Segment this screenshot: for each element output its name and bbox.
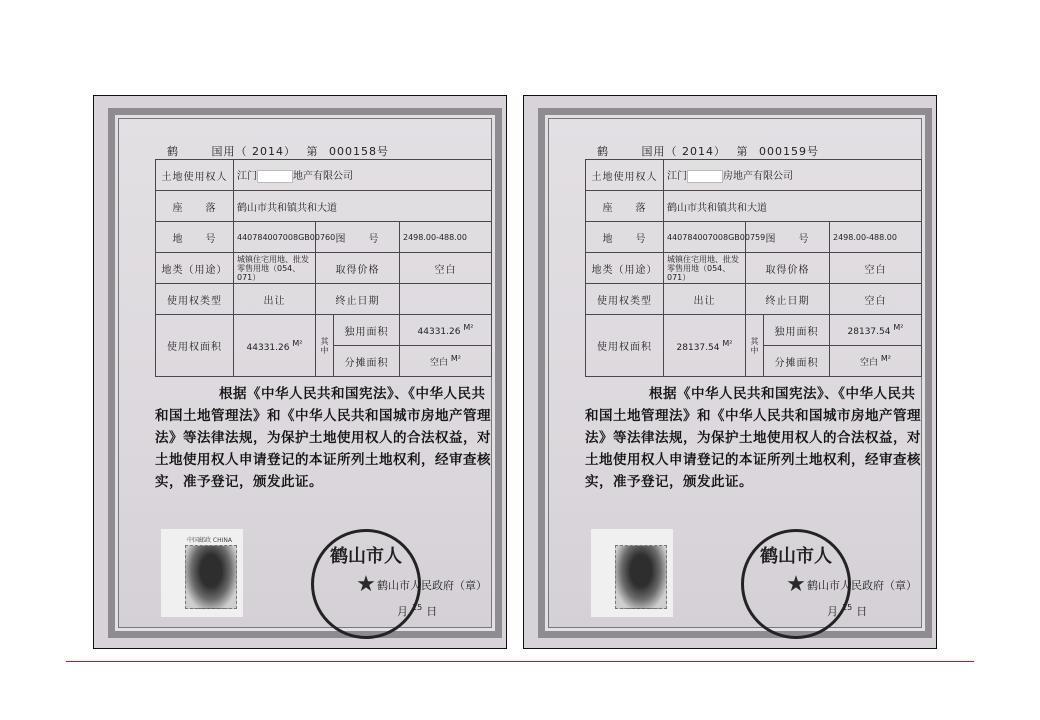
header-prov: 国用（ (641, 145, 678, 158)
stamp-label: 中国邮政 CHINA (187, 537, 232, 544)
issue-date: 月 $^{15}$ 日 (827, 603, 868, 618)
rights-label: 使用权类型 (156, 284, 234, 315)
certificate-body-text: 根据《中华人民共和国宪法》、《中华人民共和国土地管理法》和《中华人民共和国城市房地产管理法》等法律法规，为保护土地使用权人的合法权益，对土地使用权人申请登记的本证所列土地权利，经审查核实，准予登记，颁发此证。 (155, 386, 491, 490)
table-row (156, 222, 492, 253)
area-value-cell: 28137.54 M² (664, 315, 746, 377)
table-row (156, 253, 492, 284)
header-number: 000159号 (759, 145, 819, 158)
seal-text: 鹤山市人 (330, 546, 402, 567)
location-value: 鹤山市共和镇共和大道 (664, 191, 922, 222)
map-label: 图 号 (316, 222, 400, 253)
among-label: 其中 (316, 315, 334, 377)
shared-value-cell: 空白 M² (400, 346, 492, 377)
certificate-header (597, 143, 819, 159)
postage-stamp (161, 529, 243, 617)
location-label: 座 落 (156, 191, 234, 222)
certificate-paper (108, 108, 502, 638)
exclusive-value-cell: 28137.54 M² (830, 315, 922, 346)
table-row (586, 253, 922, 284)
header-prov: 国用（ (211, 145, 248, 158)
area-label: 使用权面积 (586, 315, 664, 377)
parcel-label: 地 号 (156, 222, 234, 253)
end-value: 空白 (830, 284, 922, 315)
redaction-box (257, 170, 293, 183)
among-label: 其中 (746, 315, 764, 377)
stamp-image-icon (185, 545, 237, 609)
owner-value: 江门 地产有限公司 (234, 160, 492, 191)
end-value (400, 284, 492, 315)
certificate-paper (538, 108, 932, 638)
table-row (156, 160, 492, 191)
header-region: 鹤 (597, 145, 609, 158)
price-label: 取得价格 (316, 253, 400, 284)
exclusive-label: 独用面积 (334, 315, 400, 346)
type-value: 城镇住宅用地、批发零售用地（054、071） (664, 253, 746, 284)
header-no-label: 第 (736, 145, 749, 158)
price-value: 空白 (830, 253, 922, 284)
certificate-scan-left (93, 95, 507, 649)
type-label: 地类（用途） (156, 253, 234, 284)
header-year: 2014） (682, 145, 726, 158)
map-value: 2498.00-488.00 (400, 222, 492, 253)
parcel-label: 地 号 (586, 222, 664, 253)
area-value-cell: 44331.26 M² (234, 315, 316, 377)
exclusive-label: 独用面积 (764, 315, 830, 346)
table-row (156, 315, 492, 346)
rights-label: 使用权类型 (586, 284, 664, 315)
end-label: 终止日期 (746, 284, 830, 315)
shared-label: 分摊面积 (764, 346, 830, 377)
table-row (586, 222, 922, 253)
issuing-government: 鹤山市人民政府（章） (807, 579, 917, 592)
parcel-value: 440784007008GB00759 (664, 222, 746, 253)
owner-value: 江门 房地产有限公司 (664, 160, 922, 191)
issue-date: 月 $^{15}$ 日 (397, 603, 438, 618)
shared-label: 分摊面积 (334, 346, 400, 377)
header-region: 鹤 (167, 145, 179, 158)
area-label: 使用权面积 (156, 315, 234, 377)
certificate-table (585, 159, 922, 377)
stamp-image-icon (615, 545, 667, 609)
table-row (586, 284, 922, 315)
header-year: 2014） (252, 145, 296, 158)
location-label: 座 落 (586, 191, 664, 222)
parcel-value: 440784007008GB00760 (234, 222, 316, 253)
type-value: 城镇住宅用地、批发零售用地（054、071） (234, 253, 316, 284)
price-label: 取得价格 (746, 253, 830, 284)
map-label: 图 号 (746, 222, 830, 253)
certificate-table (155, 159, 492, 377)
footer-divider (66, 661, 974, 662)
price-value: 空白 (400, 253, 492, 284)
seal-star-icon: ★ (356, 572, 376, 597)
owner-label: 土地使用权人 (586, 160, 664, 191)
rights-value: 出让 (664, 284, 746, 315)
exclusive-value-cell: 44331.26 M² (400, 315, 492, 346)
certificate-scan-right (523, 95, 937, 649)
end-label: 终止日期 (316, 284, 400, 315)
seal-star-icon: ★ (786, 572, 806, 597)
header-number: 000158号 (329, 145, 389, 158)
type-label: 地类（用途） (586, 253, 664, 284)
owner-label: 土地使用权人 (156, 160, 234, 191)
shared-value-cell: 空白 M² (830, 346, 922, 377)
table-row (586, 315, 922, 346)
certificate-body-text: 根据《中华人民共和国宪法》、《中华人民共和国土地管理法》和《中华人民共和国城市房地产管理法》等法律法规，为保护土地使用权人的合法权益，对土地使用权人申请登记的本证所列土地权利，经审查核实，准予登记，颁发此证。 (585, 386, 921, 490)
certificate-header (167, 143, 389, 159)
location-value: 鹤山市共和镇共和大道 (234, 191, 492, 222)
table-row (586, 191, 922, 222)
issuing-government: 鹤山市人民政府（章） (377, 579, 487, 592)
seal-text: 鹤山市人 (760, 546, 832, 567)
map-value: 2498.00-488.00 (830, 222, 922, 253)
table-row (586, 160, 922, 191)
redaction-box (687, 170, 723, 183)
postage-stamp (591, 529, 673, 617)
table-row (156, 191, 492, 222)
table-row (156, 284, 492, 315)
rights-value: 出让 (234, 284, 316, 315)
header-no-label: 第 (306, 145, 319, 158)
